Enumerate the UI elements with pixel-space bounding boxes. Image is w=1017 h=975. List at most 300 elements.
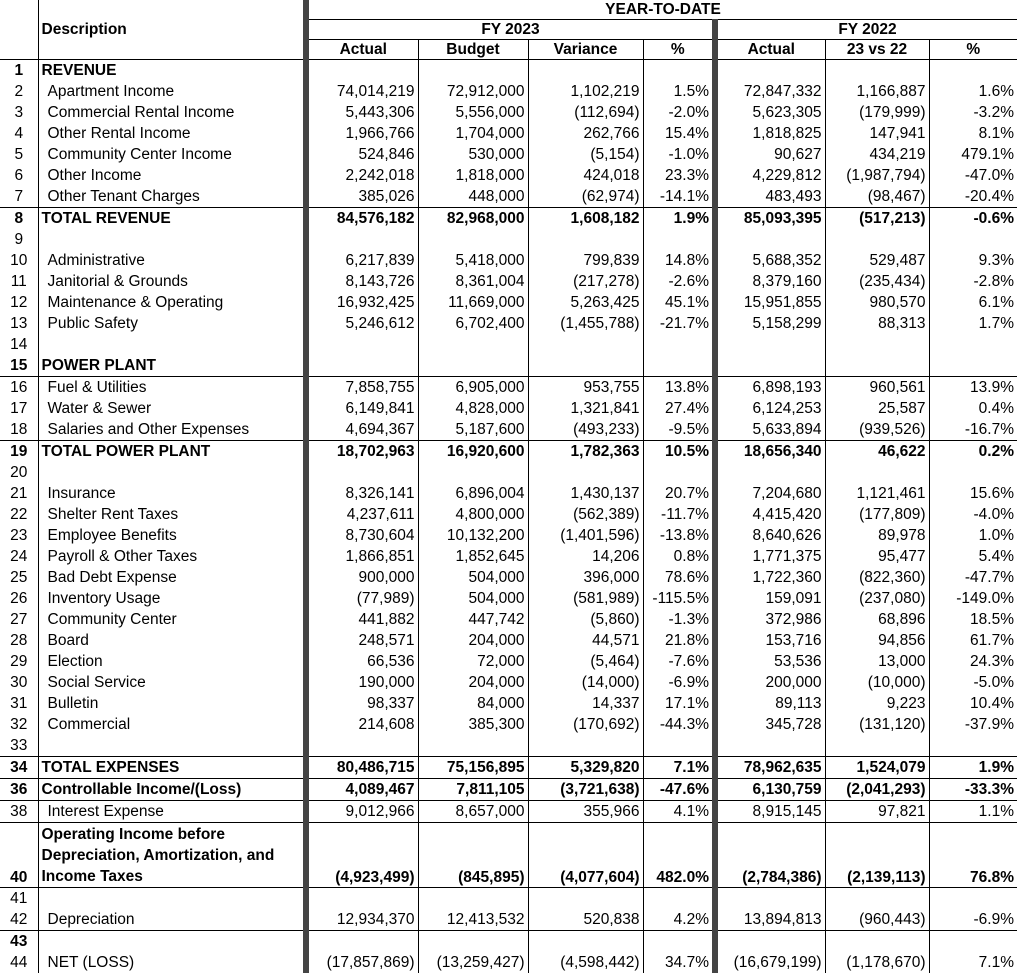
- budget-2023-cell: 1,852,645: [418, 546, 528, 567]
- budget-2023-cell: 72,000: [418, 651, 528, 672]
- table-row: [0, 609, 1017, 630]
- variance-2023-cell: 396,000: [528, 567, 643, 588]
- pct-2022-cell: [929, 60, 1017, 82]
- actual-2023-cell: 66,536: [306, 651, 418, 672]
- diff-23-vs-22-cell: (179,999): [825, 102, 929, 123]
- actual-2023-cell: 6,217,839: [306, 250, 418, 271]
- row-description: Water & Sewer: [38, 398, 306, 419]
- table-row: [0, 909, 1017, 931]
- table-row: [0, 757, 1017, 779]
- diff-23-vs-22-cell: 25,587: [825, 398, 929, 419]
- row-description: Commercial: [38, 714, 306, 735]
- table-row: [0, 525, 1017, 546]
- line-number: 34: [0, 757, 38, 779]
- variance-2023-cell: (5,860): [528, 609, 643, 630]
- pct-2022-cell: 1.7%: [978, 315, 1014, 332]
- table-row: [0, 567, 1017, 588]
- actual-2023-cell: [306, 229, 418, 250]
- variance-2023-cell: [528, 355, 643, 377]
- pct-2023-cell: 7.1%: [643, 757, 715, 779]
- row-description: Janitorial & Grounds: [38, 271, 306, 292]
- pct-2022-cell: 0.2%: [929, 441, 1017, 463]
- variance-2023-cell: [528, 229, 643, 250]
- variance-2023-cell: 5,263,425: [528, 292, 643, 313]
- budget-2023-cell: [418, 931, 528, 953]
- actual-2022-cell: 5,688,352: [715, 250, 825, 271]
- pct-2023-cell: 482.0%: [643, 823, 715, 888]
- actual-2022-cell: 18,656,340: [715, 441, 825, 463]
- diff-23-vs-22-cell: 9,223: [825, 693, 929, 714]
- diff-23-vs-22-cell: [825, 735, 929, 757]
- diff-23-vs-22-cell: [825, 888, 929, 910]
- actual-2023-cell: 1,966,766: [306, 123, 418, 144]
- actual-2023-cell: 190,000: [306, 672, 418, 693]
- diff-23-vs-22-cell: [825, 355, 929, 377]
- budget-2023-cell: [418, 334, 528, 355]
- row-description: Other Rental Income: [38, 123, 306, 144]
- variance-2023-cell: 14,337: [528, 693, 643, 714]
- line-number: 11: [0, 271, 38, 292]
- variance-2023-cell: (62,974): [528, 186, 643, 208]
- pct-2023-cell: 20.7%: [643, 483, 715, 504]
- row-description: Social Service: [38, 672, 306, 693]
- pct-2023-cell: 15.4%: [643, 123, 715, 144]
- pct-2022-cell: 7.1%: [978, 954, 1014, 971]
- pct-2023-cell: 4.1%: [643, 801, 715, 823]
- diff-23-vs-22-cell: 68,896: [825, 609, 929, 630]
- line-number: 40: [0, 823, 38, 888]
- actual-2022-cell: 72,847,332: [715, 81, 825, 102]
- row-description-text: Operating Income before Depreciation, Amortization, and Income Taxes: [41, 826, 275, 885]
- actual-2022-cell: [715, 888, 825, 910]
- table-row: [0, 313, 1017, 334]
- diff-23-vs-22-cell: 147,941: [825, 123, 929, 144]
- table-row: [0, 229, 1017, 250]
- diff-23-vs-22-cell: (1,987,794): [825, 165, 929, 186]
- line-number: 33: [0, 735, 38, 757]
- table-row: [0, 714, 1017, 735]
- actual-2023-cell: 18,702,963: [306, 441, 418, 463]
- line-number: 24: [0, 546, 38, 567]
- pct-2023-cell: 0.8%: [643, 546, 715, 567]
- diff-23-vs-22-cell: (98,467): [825, 186, 929, 208]
- pct-2023-cell: [643, 888, 715, 910]
- budget-2023-cell: (845,895): [418, 823, 528, 888]
- table-row: [0, 419, 1017, 441]
- budget-2023-cell: 1,704,000: [418, 123, 528, 144]
- actual-2022-cell: 89,113: [715, 693, 825, 714]
- budget-2023-cell: 10,132,200: [418, 525, 528, 546]
- actual-2023-cell: [306, 735, 418, 757]
- actual-2022-cell: 13,894,813: [715, 909, 825, 931]
- actual-2023-cell: 12,934,370: [306, 909, 418, 931]
- actual-2022-cell: 78,962,635: [715, 757, 825, 779]
- table-row: [0, 334, 1017, 355]
- diff-23-vs-22-cell: (10,000): [825, 672, 929, 693]
- pct-2023-cell: -115.5%: [643, 588, 715, 609]
- actual-2022-cell: 5,623,305: [715, 102, 825, 123]
- col-header: 23 vs 22: [825, 40, 929, 60]
- pct-2022-cell: 10.4%: [970, 695, 1014, 712]
- variance-2023-cell: 355,966: [528, 801, 643, 823]
- line-number: 43: [0, 931, 38, 953]
- line-number: 2: [0, 81, 38, 102]
- budget-2023-cell: 12,413,532: [418, 909, 528, 931]
- pct-2022-cell: -5.0%: [973, 674, 1014, 691]
- variance-2023-cell: (217,278): [528, 271, 643, 292]
- budget-2023-cell: [418, 60, 528, 82]
- variance-2023-cell: (581,989): [528, 588, 643, 609]
- row-description: Maintenance & Operating: [38, 292, 306, 313]
- pct-2023-cell: 17.1%: [643, 693, 715, 714]
- pct-2023-cell: -9.5%: [643, 419, 715, 441]
- actual-2022-cell: 6,130,759: [715, 779, 825, 801]
- budget-2023-cell: 204,000: [418, 630, 528, 651]
- row-description: Shelter Rent Taxes: [38, 504, 306, 525]
- line-number: 19: [0, 441, 38, 463]
- variance-2023-cell: 799,839: [528, 250, 643, 271]
- pct-2023-cell: [643, 229, 715, 250]
- line-number: 44: [0, 952, 38, 973]
- variance-2023-cell: (5,464): [528, 651, 643, 672]
- actual-2022-cell: 7,204,680: [715, 483, 825, 504]
- diff-23-vs-22-cell: 529,487: [825, 250, 929, 271]
- table-row: [0, 123, 1017, 144]
- actual-2022-cell: (2,784,386): [715, 823, 825, 888]
- pct-2022-cell: 1.1%: [929, 801, 1017, 823]
- line-number: 27: [0, 609, 38, 630]
- line-number: 41: [0, 888, 38, 910]
- line-number: 21: [0, 483, 38, 504]
- pct-2023-cell: -7.6%: [643, 651, 715, 672]
- actual-2022-cell: 8,379,160: [715, 271, 825, 292]
- actual-2022-cell: 85,093,395: [715, 208, 825, 230]
- actual-2022-cell: 159,091: [715, 588, 825, 609]
- row-description: Board: [38, 630, 306, 651]
- table-row: [0, 651, 1017, 672]
- line-number: 4: [0, 123, 38, 144]
- actual-2023-cell: (4,923,499): [306, 823, 418, 888]
- pct-2022-cell: -20.4%: [964, 188, 1014, 205]
- table-row: [0, 823, 1017, 888]
- table-row: [0, 630, 1017, 651]
- pct-2023-cell: -14.1%: [643, 186, 715, 208]
- actual-2023-cell: 5,246,612: [306, 313, 418, 334]
- line-number: 38: [0, 801, 38, 823]
- variance-2023-cell: [528, 888, 643, 910]
- pct-2023-cell: -6.9%: [643, 672, 715, 693]
- diff-23-vs-22-cell: 1,166,887: [825, 81, 929, 102]
- line-number: 13: [0, 313, 38, 334]
- variance-2023-cell: [528, 462, 643, 483]
- pct-2022-cell: 1.9%: [929, 757, 1017, 779]
- budget-2023-cell: [418, 355, 528, 377]
- budget-2023-cell: 84,000: [418, 693, 528, 714]
- line-number: 36: [0, 779, 38, 801]
- line-number: 14: [0, 334, 38, 355]
- line-number: 28: [0, 630, 38, 651]
- diff-23-vs-22-cell: (939,526): [825, 419, 929, 441]
- variance-2023-cell: [528, 931, 643, 953]
- actual-2022-cell: 53,536: [715, 651, 825, 672]
- actual-2022-cell: 1,771,375: [715, 546, 825, 567]
- fy2022-header: FY 2022: [715, 20, 1017, 40]
- actual-2023-cell: 74,014,219: [306, 81, 418, 102]
- line-number: 7: [0, 186, 38, 208]
- row-description: Apartment Income: [38, 81, 306, 102]
- pct-2022-cell: [929, 735, 1017, 757]
- row-description: Community Center Income: [38, 144, 306, 165]
- actual-2023-cell: 214,608: [306, 714, 418, 735]
- actual-2023-cell: (77,989): [306, 588, 418, 609]
- table-row: [0, 398, 1017, 419]
- row-description: Controllable Income/(Loss): [38, 779, 306, 801]
- pct-2023-cell: -47.6%: [643, 779, 715, 801]
- pct-2022-cell: -2.8%: [973, 273, 1014, 290]
- line-number: 32: [0, 714, 38, 735]
- variance-2023-cell: (562,389): [528, 504, 643, 525]
- pct-2022-cell: 5.4%: [978, 548, 1014, 565]
- budget-2023-cell: (13,259,427): [418, 952, 528, 973]
- actual-2023-cell: 524,846: [306, 144, 418, 165]
- variance-2023-cell: 424,018: [528, 165, 643, 186]
- diff-23-vs-22-cell: (517,213): [825, 208, 929, 230]
- pct-2022-cell: -33.3%: [929, 779, 1017, 801]
- variance-2023-cell: (4,598,442): [528, 952, 643, 973]
- row-description: Depreciation: [38, 909, 306, 931]
- actual-2022-cell: 200,000: [715, 672, 825, 693]
- budget-2023-cell: 82,968,000: [418, 208, 528, 230]
- actual-2022-cell: 5,633,894: [715, 419, 825, 441]
- actual-2023-cell: 5,443,306: [306, 102, 418, 123]
- diff-23-vs-22-cell: [825, 60, 929, 82]
- actual-2022-cell: 153,716: [715, 630, 825, 651]
- pct-2022-cell: -6.9%: [973, 911, 1014, 928]
- row-description: TOTAL REVENUE: [38, 208, 306, 230]
- budget-2023-cell: 204,000: [418, 672, 528, 693]
- table-row: [0, 292, 1017, 313]
- pct-2022-cell: [929, 355, 1017, 377]
- budget-2023-cell: 504,000: [418, 588, 528, 609]
- diff-23-vs-22-cell: [825, 334, 929, 355]
- budget-2023-cell: [418, 888, 528, 910]
- line-number: 18: [0, 419, 38, 441]
- table-row: [0, 102, 1017, 123]
- diff-23-vs-22-cell: 960,561: [825, 377, 929, 399]
- row-description: POWER PLANT: [38, 355, 306, 377]
- actual-2022-cell: 345,728: [715, 714, 825, 735]
- pct-2023-cell: [643, 931, 715, 953]
- row-description: [38, 931, 306, 953]
- table-row: [0, 588, 1017, 609]
- pct-2023-cell: 45.1%: [643, 292, 715, 313]
- variance-2023-cell: [528, 735, 643, 757]
- pct-2023-cell: 1.5%: [643, 81, 715, 102]
- actual-2023-cell: 248,571: [306, 630, 418, 651]
- table-row: [0, 462, 1017, 483]
- table-row: [0, 186, 1017, 208]
- variance-2023-cell: 5,329,820: [528, 757, 643, 779]
- pct-2022-cell: [929, 931, 1017, 953]
- variance-2023-cell: [528, 60, 643, 82]
- actual-2022-cell: [715, 355, 825, 377]
- pct-2023-cell: 13.8%: [643, 377, 715, 399]
- actual-2023-cell: 4,237,611: [306, 504, 418, 525]
- pct-2023-cell: [643, 60, 715, 82]
- actual-2023-cell: [306, 334, 418, 355]
- diff-23-vs-22-cell: 980,570: [825, 292, 929, 313]
- pct-2023-cell: [643, 355, 715, 377]
- budget-2023-cell: 447,742: [418, 609, 528, 630]
- actual-2023-cell: 441,882: [306, 609, 418, 630]
- pct-2022-cell: 61.7%: [970, 632, 1014, 649]
- actual-2022-cell: 6,124,253: [715, 398, 825, 419]
- actual-2023-cell: 8,730,604: [306, 525, 418, 546]
- variance-2023-cell: (3,721,638): [528, 779, 643, 801]
- pct-2022-cell: [929, 462, 1017, 483]
- row-description: TOTAL EXPENSES: [38, 757, 306, 779]
- pct-2022-cell: 6.1%: [978, 294, 1014, 311]
- pct-2023-cell: 1.9%: [643, 208, 715, 230]
- row-description: Inventory Usage: [38, 588, 306, 609]
- variance-2023-cell: 1,430,137: [528, 483, 643, 504]
- description-header: Description: [38, 0, 306, 60]
- pct-2022-cell: [929, 888, 1017, 910]
- pct-2023-cell: 23.3%: [643, 165, 715, 186]
- actual-2022-cell: 6,898,193: [715, 377, 825, 399]
- line-number: 22: [0, 504, 38, 525]
- pct-2022-cell: -47.7%: [964, 569, 1014, 586]
- pct-2022-cell: -149.0%: [956, 590, 1014, 607]
- actual-2022-cell: 1,818,825: [715, 123, 825, 144]
- diff-23-vs-22-cell: (2,139,113): [825, 823, 929, 888]
- budget-2023-cell: 504,000: [418, 567, 528, 588]
- actual-2023-cell: 1,866,851: [306, 546, 418, 567]
- col-header: Variance: [528, 40, 643, 60]
- line-number: 25: [0, 567, 38, 588]
- table-row: [0, 377, 1017, 399]
- table-row: [0, 250, 1017, 271]
- row-description: REVENUE: [38, 60, 306, 82]
- table-row: [0, 735, 1017, 757]
- row-description: [38, 888, 306, 910]
- pct-2022-cell: 479.1%: [961, 146, 1014, 163]
- variance-2023-cell: 1,102,219: [528, 81, 643, 102]
- pct-2022-cell: 1.6%: [978, 83, 1014, 100]
- pct-2023-cell: 21.8%: [643, 630, 715, 651]
- pct-2022-cell: 0.4%: [978, 400, 1014, 417]
- row-description: Salaries and Other Expenses: [38, 419, 306, 441]
- line-number: 10: [0, 250, 38, 271]
- table-row: [0, 504, 1017, 525]
- actual-2022-cell: 5,158,299: [715, 313, 825, 334]
- budget-2023-cell: 7,811,105: [418, 779, 528, 801]
- variance-2023-cell: 1,782,363: [528, 441, 643, 463]
- table-row: [0, 208, 1017, 230]
- pct-2023-cell: -1.3%: [643, 609, 715, 630]
- table-row: [0, 483, 1017, 504]
- actual-2023-cell: (17,857,869): [306, 952, 418, 973]
- actual-2023-cell: 98,337: [306, 693, 418, 714]
- budget-2023-cell: 16,920,600: [418, 441, 528, 463]
- actual-2022-cell: [715, 931, 825, 953]
- actual-2023-cell: 9,012,966: [306, 801, 418, 823]
- diff-23-vs-22-cell: [825, 462, 929, 483]
- pct-2022-cell: 15.6%: [970, 485, 1014, 502]
- line-number: 16: [0, 377, 38, 399]
- pct-2022-cell: -16.7%: [964, 421, 1014, 438]
- actual-2023-cell: 80,486,715: [306, 757, 418, 779]
- line-number: 15: [0, 355, 38, 377]
- budget-2023-cell: [418, 735, 528, 757]
- pct-2023-cell: 78.6%: [643, 567, 715, 588]
- actual-2023-cell: 8,326,141: [306, 483, 418, 504]
- pct-2023-cell: 4.2%: [643, 909, 715, 931]
- diff-23-vs-22-cell: (1,178,670): [825, 952, 929, 973]
- row-description: Community Center: [38, 609, 306, 630]
- variance-2023-cell: (170,692): [528, 714, 643, 735]
- actual-2023-cell: 385,026: [306, 186, 418, 208]
- budget-2023-cell: 1,818,000: [418, 165, 528, 186]
- actual-2022-cell: (16,679,199): [715, 952, 825, 973]
- budget-2023-cell: 448,000: [418, 186, 528, 208]
- actual-2023-cell: [306, 931, 418, 953]
- variance-2023-cell: 44,571: [528, 630, 643, 651]
- table-row: [0, 888, 1017, 910]
- pct-2023-cell: 14.8%: [643, 250, 715, 271]
- line-number: 3: [0, 102, 38, 123]
- row-description: Payroll & Other Taxes: [38, 546, 306, 567]
- line-number: 20: [0, 462, 38, 483]
- actual-2023-cell: 4,089,467: [306, 779, 418, 801]
- diff-23-vs-22-cell: 88,313: [825, 313, 929, 334]
- line-number: 1: [0, 60, 38, 82]
- row-description: [38, 823, 306, 888]
- row-description: [38, 462, 306, 483]
- pct-2023-cell: 10.5%: [643, 441, 715, 463]
- diff-23-vs-22-cell: 1,524,079: [825, 757, 929, 779]
- pct-2022-cell: [929, 334, 1017, 355]
- line-number: 12: [0, 292, 38, 313]
- table-row: [0, 801, 1017, 823]
- line-number: 8: [0, 208, 38, 230]
- pct-2022-cell: -4.0%: [973, 506, 1014, 523]
- row-description: [38, 334, 306, 355]
- row-description: Election: [38, 651, 306, 672]
- table-row: [0, 144, 1017, 165]
- table-row: [0, 271, 1017, 292]
- pct-2022-cell: -37.9%: [964, 716, 1014, 733]
- row-description: [38, 229, 306, 250]
- pct-2023-cell: -44.3%: [643, 714, 715, 735]
- variance-2023-cell: (14,000): [528, 672, 643, 693]
- line-number: 17: [0, 398, 38, 419]
- pct-2022-cell: -0.6%: [929, 208, 1017, 230]
- line-number: 30: [0, 672, 38, 693]
- pct-2022-cell: 1.0%: [978, 527, 1014, 544]
- table-row: [0, 546, 1017, 567]
- row-description: Other Tenant Charges: [38, 186, 306, 208]
- pct-2022-cell: 76.8%: [929, 823, 1017, 888]
- pct-2022-cell: -47.0%: [964, 167, 1014, 184]
- actual-2022-cell: 90,627: [715, 144, 825, 165]
- actual-2022-cell: [715, 229, 825, 250]
- row-description: NET (LOSS): [38, 952, 306, 973]
- row-description: TOTAL POWER PLANT: [38, 441, 306, 463]
- budget-2023-cell: 5,556,000: [418, 102, 528, 123]
- budget-2023-cell: 11,669,000: [418, 292, 528, 313]
- row-description: [38, 735, 306, 757]
